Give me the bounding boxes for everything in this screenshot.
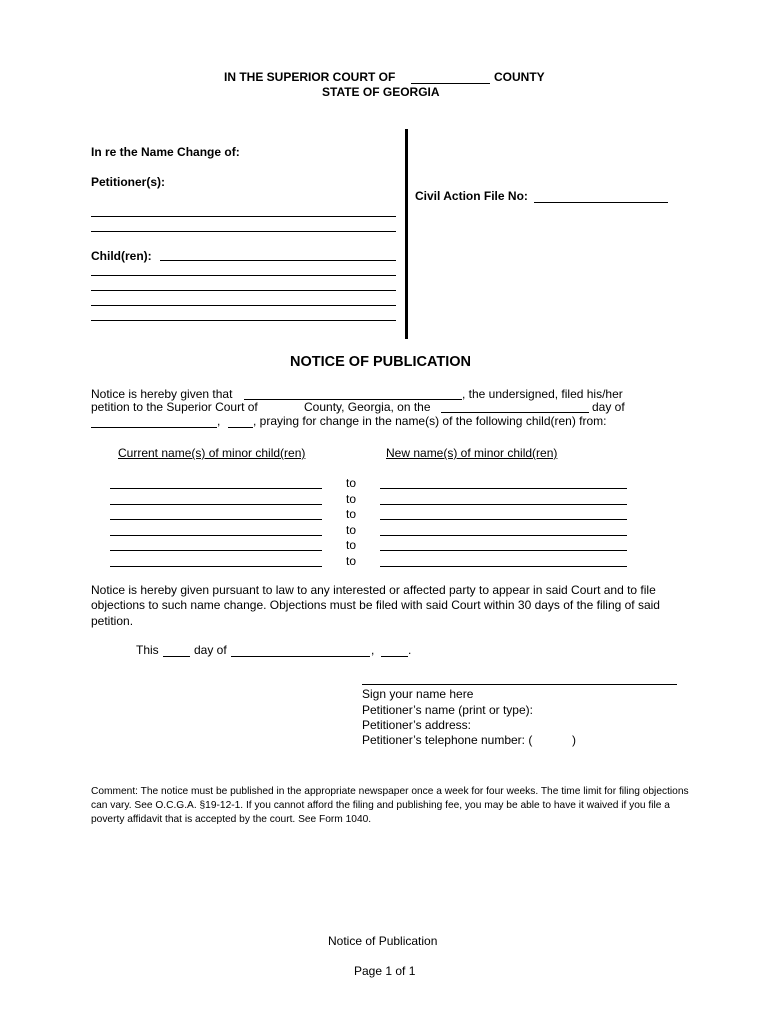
page-title: NOTICE OF PUBLICATION <box>290 354 471 370</box>
to-label: to <box>346 491 357 506</box>
state-line: STATE OF GEORGIA <box>322 85 440 99</box>
signature-line[interactable] <box>362 684 677 685</box>
page-number: Page 1 of 1 <box>354 964 416 978</box>
to-label: to <box>346 476 357 490</box>
to-label: to <box>346 507 357 522</box>
to-label: to <box>346 538 357 553</box>
current-name-line-3[interactable] <box>110 519 322 520</box>
in-re-label: In re the Name Change of: <box>91 145 240 159</box>
petitioner-address-label: Petitioner’s address: <box>362 718 471 732</box>
notice-line2-suffix: day of <box>592 400 625 414</box>
new-name-line-2[interactable] <box>380 504 627 505</box>
to-label: to <box>346 522 357 537</box>
civil-action-label: Civil Action File No: <box>415 189 528 203</box>
court-line-suffix: COUNTY <box>494 70 545 84</box>
to-connectors <box>346 476 356 570</box>
date-year-blank[interactable] <box>381 656 408 657</box>
new-names-header: New name(s) of minor child(ren) <box>386 446 558 460</box>
notice-line1-prefix: Notice is hereby given that <box>91 387 233 401</box>
notice-line1-suffix: , the undersigned, filed his/her <box>462 387 623 401</box>
child-line-5[interactable] <box>91 320 396 321</box>
county-blank[interactable] <box>411 83 490 84</box>
court-line-prefix: IN THE SUPERIOR COURT OF <box>224 70 396 84</box>
new-name-line-5[interactable] <box>380 550 627 551</box>
filing-month-blank[interactable] <box>91 427 217 428</box>
sign-here-label: Sign your name here <box>362 687 474 701</box>
child-line-1[interactable] <box>160 260 396 261</box>
petitioner-line-1[interactable] <box>91 216 396 217</box>
civil-action-number-blank[interactable] <box>534 202 668 203</box>
current-name-line-1[interactable] <box>110 488 322 489</box>
caption-divider <box>405 129 408 339</box>
child-line-4[interactable] <box>91 305 396 306</box>
objection-notice: Notice is hereby given pursuant to law to any interested or affected party to appear in said Court and to file objections to such name change. Objections must be filed with said Court within 30 days of the filing of said petition. <box>91 583 660 628</box>
date-comma: , <box>371 643 375 657</box>
date-day-blank[interactable] <box>163 656 190 657</box>
current-name-line-5[interactable] <box>110 550 322 551</box>
notice-line2-prefix: petition to the Superior Court of <box>91 400 258 414</box>
petitioner-line-2[interactable] <box>91 231 396 232</box>
petitioner-phone-label: Petitioner’s telephone number: ( <box>362 733 533 747</box>
new-name-line-4[interactable] <box>380 535 627 536</box>
footer-doc-name: Notice of Publication <box>328 934 438 948</box>
new-name-line-1[interactable] <box>380 488 627 489</box>
notice-line3-suffix: , praying for change in the name(s) of the following child(ren) from: <box>253 414 607 428</box>
new-name-line-6[interactable] <box>380 566 627 567</box>
notice-line2-mid: County, Georgia, on the <box>304 400 431 414</box>
phone-close-paren: ) <box>572 733 576 747</box>
date-period: . <box>408 643 412 657</box>
date-month-blank[interactable] <box>231 656 370 657</box>
comment-note: Comment: The notice must be published in the appropriate newspaper once a week for four weeks. The time limit for filing objections can vary. See O.C.G.A. §19-12-1. If you cannot afford the filing and publishing fee, you may be able to have it waived if you file a poverty affidavit that is accepted by the court. See Form 1040. <box>91 786 689 825</box>
petitioner-name-label: Petitioner’s name (print or type): <box>362 703 533 717</box>
filing-day-blank[interactable] <box>441 412 589 413</box>
current-names-header: Current name(s) of minor child(ren) <box>118 446 306 460</box>
child-line-2[interactable] <box>91 275 396 276</box>
new-name-line-3[interactable] <box>380 519 627 520</box>
notice-line3-mid: , <box>217 414 221 428</box>
day-of-label: day of <box>194 643 227 657</box>
this-label: This <box>136 643 159 657</box>
children-label: Child(ren): <box>91 249 152 263</box>
child-line-3[interactable] <box>91 290 396 291</box>
current-name-line-2[interactable] <box>110 504 322 505</box>
current-name-line-4[interactable] <box>110 535 322 536</box>
current-name-line-6[interactable] <box>110 566 322 567</box>
filing-year-blank[interactable] <box>228 427 253 428</box>
to-label: to <box>346 553 357 568</box>
petitioners-label: Petitioner(s): <box>91 175 166 189</box>
